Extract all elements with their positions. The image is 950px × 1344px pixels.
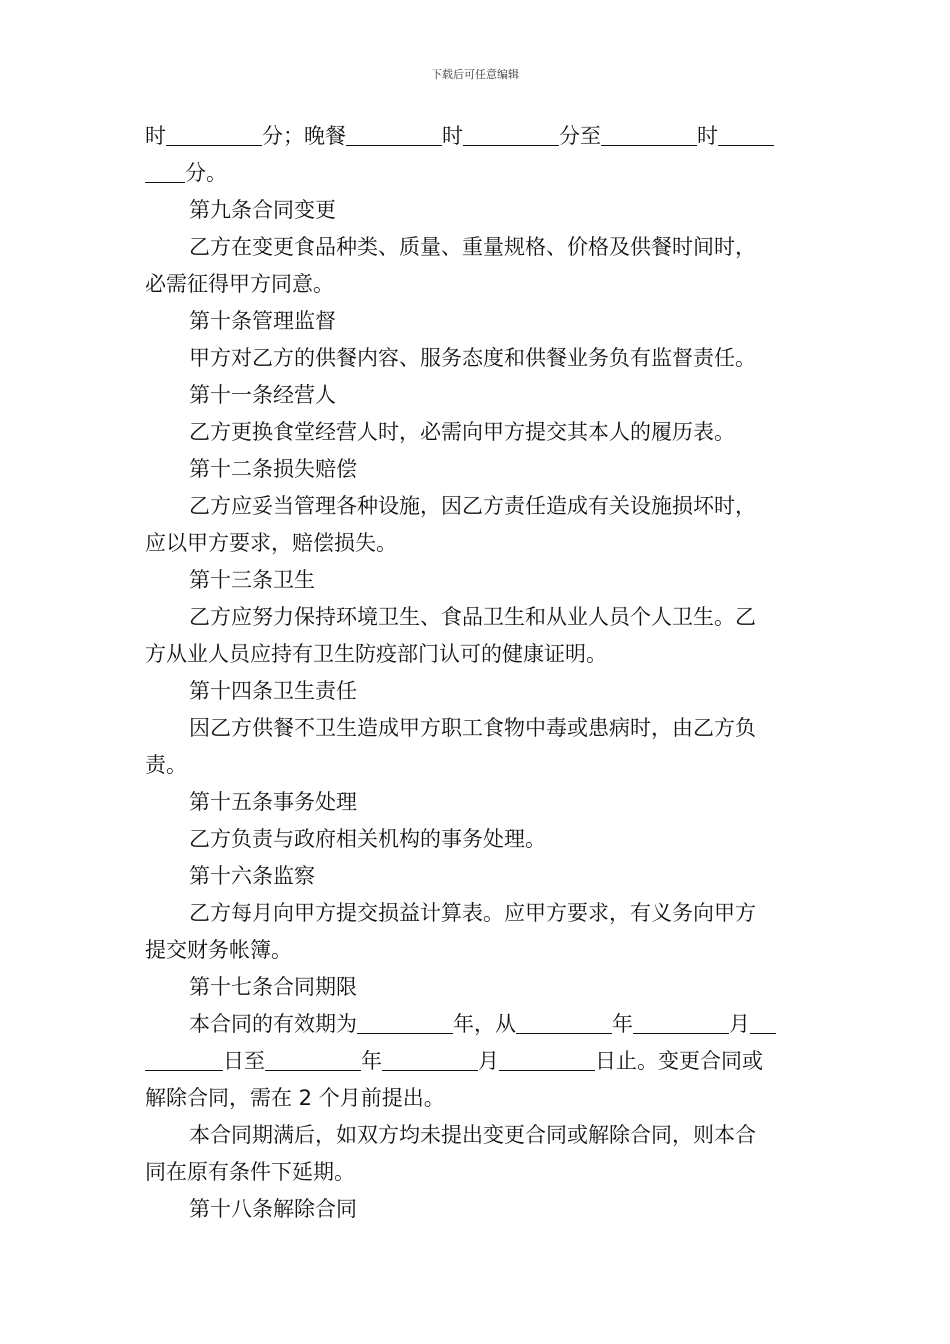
article-title: 第十二条损失赔偿 (189, 457, 357, 481)
paragraph-line: 甲方对乙方的供餐内容、服务态度和供餐业务负有监督责任。 (189, 346, 756, 370)
text-segment: 时 (697, 124, 718, 148)
text-segment: 分；晚餐 (262, 124, 346, 148)
paragraph-line: 责。 (145, 753, 187, 777)
article-title: 第十三条卫生 (189, 568, 315, 592)
meal-time-line-1 (145, 118, 810, 155)
paragraph-line: 乙方应努力保持环境卫生、食品卫生和从业人员个人卫生。乙 (189, 605, 756, 629)
page-header: 下载后可任意编辑 (431, 68, 519, 81)
blank-field[interactable] (750, 1011, 776, 1034)
blank-field[interactable] (145, 1048, 223, 1071)
paragraph-line: 乙方更换食堂经营人时，必需向甲方提交其本人的履历表。 (189, 420, 735, 444)
blank-field[interactable] (516, 1011, 612, 1034)
text-segment: 分至 (559, 124, 601, 148)
contract-body (145, 118, 810, 1228)
text-segment: 本合同的有效期为 (189, 1012, 357, 1036)
article-title: 第十条管理监督 (189, 309, 336, 333)
paragraph-line: 提交财务帐簿。 (145, 938, 292, 962)
text-segment: 日止。变更合同或 (595, 1049, 763, 1073)
article-title: 第十八条解除合同 (189, 1197, 357, 1221)
paragraph-line: 乙方在变更食品种类、质量、重量规格、价格及供餐时间时， (189, 235, 756, 259)
text-segment: 月 (729, 1012, 750, 1036)
article-title: 第十六条监察 (189, 864, 315, 888)
blank-field[interactable] (601, 123, 697, 146)
article-title: 第十一条经营人 (189, 383, 336, 407)
paragraph-line: 因乙方供餐不卫生造成甲方职工食物中毒或患病时，由乙方负 (189, 716, 756, 740)
blank-field[interactable] (718, 123, 774, 146)
article-title: 第十七条合同期限 (189, 975, 357, 999)
article-title: 第十四条卫生责任 (189, 679, 357, 703)
blank-field[interactable] (265, 1048, 361, 1071)
paragraph-line: 本合同期满后，如双方均未提出变更合同或解除合同，则本合 (189, 1123, 756, 1147)
blank-field[interactable] (382, 1048, 478, 1071)
text-segment: 年，从 (453, 1012, 516, 1036)
blank-field[interactable] (499, 1048, 595, 1071)
text-segment: 月 (478, 1049, 499, 1073)
meal-time-line-2 (145, 155, 810, 192)
text-segment: 时 (145, 124, 166, 148)
paragraph-line: 应以甲方要求，赔偿损失。 (145, 531, 397, 555)
text-segment: 时 (442, 124, 463, 148)
blank-field[interactable] (357, 1011, 453, 1034)
paragraph-line: 方从业人员应持有卫生防疫部门认可的健康证明。 (145, 642, 607, 666)
blank-field[interactable] (633, 1011, 729, 1034)
text-segment: 年 (612, 1012, 633, 1036)
paragraph-line: 乙方每月向甲方提交损益计算表。应甲方要求，有义务向甲方 (189, 901, 756, 925)
paragraph-line: 解除合同，需在 2 个月前提出。 (145, 1086, 445, 1110)
blank-field[interactable] (166, 123, 262, 146)
text-segment: 年 (361, 1049, 382, 1073)
paragraph-line: 乙方负责与政府相关机构的事务处理。 (189, 827, 546, 851)
text-segment: 分。 (185, 161, 227, 185)
paragraph-line: 乙方应妥当管理各种设施，因乙方责任造成有关设施损坏时， (189, 494, 756, 518)
text-segment: 日至 (223, 1049, 265, 1073)
term-line-1 (145, 1006, 810, 1043)
blank-field[interactable] (346, 123, 442, 146)
blank-field[interactable] (463, 123, 559, 146)
paragraph-line: 同在原有条件下延期。 (145, 1160, 355, 1184)
article-title: 第九条合同变更 (189, 198, 336, 222)
article-title: 第十五条事务处理 (189, 790, 357, 814)
term-line-2 (145, 1043, 810, 1080)
paragraph-line: 必需征得甲方同意。 (145, 272, 334, 296)
blank-field[interactable] (145, 160, 185, 183)
